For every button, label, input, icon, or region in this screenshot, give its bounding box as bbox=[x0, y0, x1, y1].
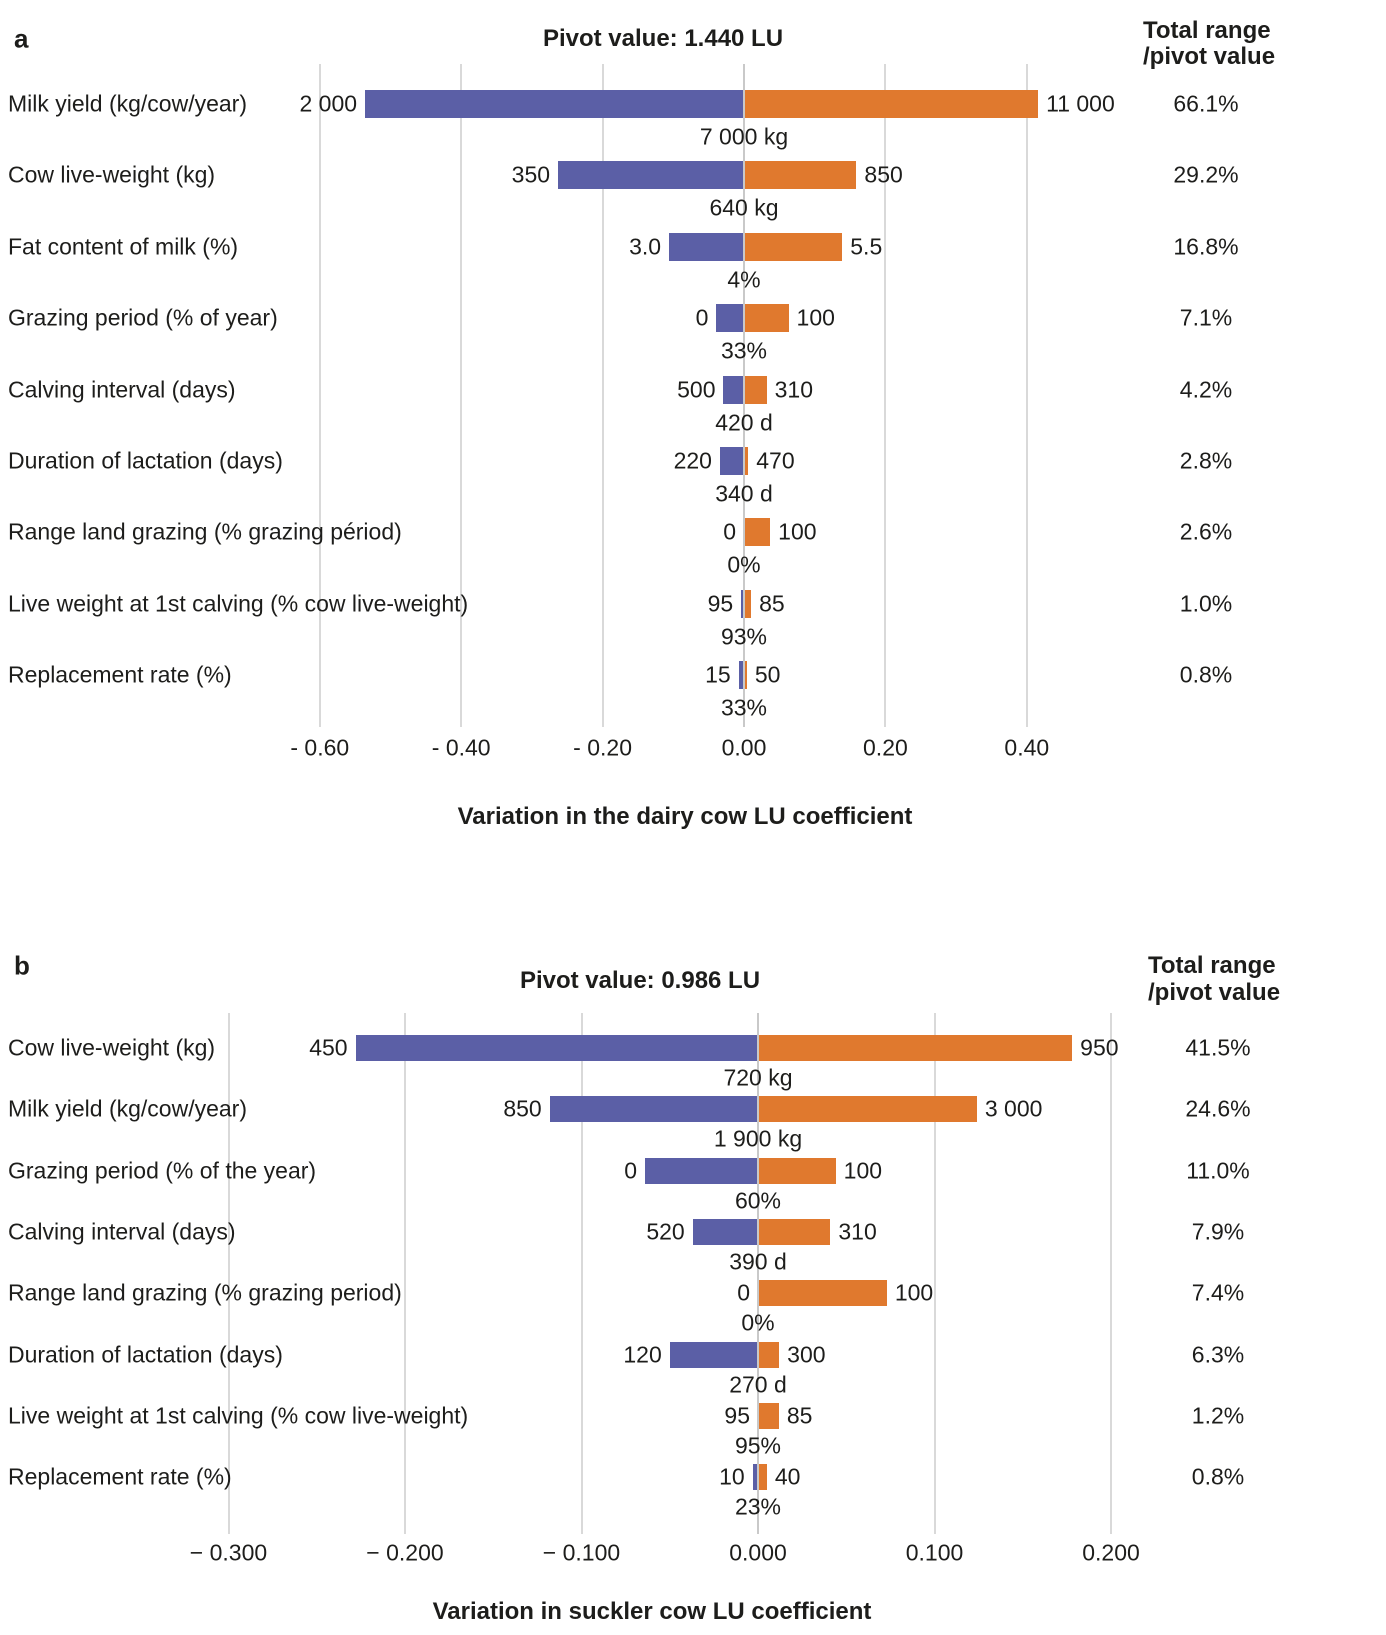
bar-positive bbox=[745, 304, 789, 332]
bar-negative bbox=[739, 661, 743, 689]
bar-low-label: 0 bbox=[737, 1279, 750, 1306]
row-label: Calving interval (days) bbox=[8, 376, 236, 403]
x-tick-label: - 0.60 bbox=[290, 734, 350, 761]
x-tick-label: 0.200 bbox=[1082, 1539, 1140, 1566]
bar-high-label: 100 bbox=[843, 1157, 883, 1184]
pivot-value-label: 720 kg bbox=[723, 1064, 793, 1091]
x-axis-label: Variation in the dairy cow LU coefficient bbox=[457, 803, 913, 830]
total-range-header-line2: /pivot value bbox=[1143, 43, 1276, 70]
pivot-value-label: 95% bbox=[734, 1432, 782, 1459]
bar-positive bbox=[745, 90, 1038, 118]
bar-high-label: 85 bbox=[786, 1402, 813, 1429]
total-range-header-line1: Total range bbox=[1143, 17, 1271, 44]
bar-high-label: 300 bbox=[787, 1341, 826, 1367]
row-label: Fat content of milk (%) bbox=[8, 233, 239, 260]
row-label: Cow live-weight (kg) bbox=[8, 1034, 216, 1061]
pivot-value-label: 270 d bbox=[729, 1371, 787, 1397]
pivot-value-label: 1 900 kg bbox=[713, 1125, 803, 1152]
pivot-value-label: 33% bbox=[720, 337, 768, 364]
row-label: Grazing period (% of year) bbox=[8, 304, 278, 331]
bar-positive bbox=[745, 590, 751, 618]
bar-high-label: 950 bbox=[1080, 1034, 1119, 1061]
row-label: Live weight at 1st calving (% cow live-weight) bbox=[8, 1402, 469, 1429]
bar-low-label: 0 bbox=[624, 1157, 638, 1184]
bar-negative bbox=[723, 376, 743, 404]
bar-positive bbox=[759, 1464, 767, 1490]
percent-value: 7.9% bbox=[1191, 1218, 1245, 1245]
percent-value: 24.6% bbox=[1185, 1095, 1251, 1122]
bar-low-label: 220 bbox=[673, 447, 712, 474]
bar-low-label: 520 bbox=[646, 1218, 685, 1245]
bar-positive bbox=[759, 1219, 830, 1245]
pivot-value-label: 420 d bbox=[715, 409, 773, 436]
pivot-value-label: 60% bbox=[734, 1187, 782, 1214]
percent-value: 66.1% bbox=[1173, 90, 1239, 117]
bar-positive bbox=[759, 1158, 836, 1184]
bar-negative bbox=[669, 233, 743, 261]
bar-high-label: 85 bbox=[759, 590, 785, 617]
bar-positive bbox=[759, 1096, 977, 1122]
bar-high-label: 850 bbox=[864, 161, 903, 188]
percent-value: 6.3% bbox=[1191, 1341, 1245, 1367]
bar-low-label: 3.0 bbox=[629, 233, 662, 260]
bar-positive bbox=[759, 1035, 1072, 1061]
row-label: Duration of lactation (days) bbox=[8, 1341, 283, 1367]
bar-low-label: 120 bbox=[623, 1341, 662, 1367]
bar-high-label: 50 bbox=[754, 661, 781, 688]
bar-negative bbox=[720, 447, 743, 475]
bar-negative bbox=[741, 590, 743, 618]
row-label: Cow live-weight (kg) bbox=[8, 161, 216, 188]
bar-high-label: 100 bbox=[894, 1279, 934, 1306]
percent-value: 7.1% bbox=[1179, 304, 1233, 331]
row-label: Range land grazing (% grazing period) bbox=[8, 1279, 402, 1306]
bar-low-label: 850 bbox=[503, 1095, 542, 1122]
pivot-value-label: 7 000 kg bbox=[699, 123, 789, 150]
row-label: Duration of lactation (days) bbox=[8, 447, 283, 474]
pivot-value-label: 4% bbox=[727, 266, 761, 293]
x-axis-label: Variation in suckler cow LU coefficient bbox=[432, 1598, 872, 1625]
bar-negative bbox=[645, 1158, 757, 1184]
percent-value: 41.5% bbox=[1185, 1034, 1251, 1061]
gridline bbox=[228, 1013, 230, 1534]
bar-low-label: 95 bbox=[707, 590, 734, 617]
bar-negative bbox=[716, 304, 743, 332]
percent-value: 29.2% bbox=[1173, 161, 1239, 188]
x-tick-label: - 0.40 bbox=[431, 734, 491, 761]
row-label: Grazing period (% of the year) bbox=[8, 1157, 317, 1184]
total-range-header-line2: /pivot value bbox=[1148, 979, 1281, 1006]
percent-value: 0.8% bbox=[1191, 1463, 1245, 1490]
panel-letter: a bbox=[14, 23, 29, 54]
percent-value: 1.0% bbox=[1179, 590, 1233, 617]
row-label: Range land grazing (% grazing périod) bbox=[8, 518, 402, 545]
bar-positive bbox=[745, 518, 770, 546]
panel-letter: b bbox=[14, 950, 30, 981]
bar-high-label: 100 bbox=[796, 304, 835, 331]
bar-high-label: 5.5 bbox=[850, 233, 883, 260]
bar-low-label: 2 000 bbox=[299, 90, 358, 117]
gridline bbox=[581, 1013, 583, 1534]
percent-value: 11.0% bbox=[1186, 1157, 1250, 1184]
bar-low-label: 10 bbox=[719, 1463, 745, 1490]
x-tick-label: 0.20 bbox=[863, 734, 908, 761]
bar-high-label: 470 bbox=[756, 447, 795, 474]
row-label: Milk yield (kg/cow/year) bbox=[8, 1095, 247, 1122]
row-label: Replacement rate (%) bbox=[8, 1463, 232, 1490]
gridline bbox=[934, 1013, 936, 1534]
bar-negative bbox=[365, 90, 743, 118]
x-tick-label: 0.00 bbox=[721, 734, 767, 761]
percent-value: 1.2% bbox=[1191, 1402, 1245, 1429]
bar-positive bbox=[745, 161, 856, 189]
bar-low-label: 350 bbox=[511, 161, 551, 188]
gridline bbox=[1110, 1013, 1112, 1534]
gridline bbox=[404, 1013, 406, 1534]
x-tick-label: − 0.100 bbox=[542, 1539, 621, 1566]
bar-negative bbox=[356, 1035, 757, 1061]
pivot-value-label: 390 d bbox=[729, 1248, 787, 1275]
pivot-value-label: 340 d bbox=[715, 480, 773, 507]
bar-high-label: 11 000 bbox=[1046, 90, 1115, 117]
bar-positive bbox=[745, 376, 767, 404]
x-tick-label: - 0.20 bbox=[573, 734, 633, 761]
bar-low-label: 500 bbox=[677, 376, 716, 403]
bar-negative bbox=[693, 1219, 757, 1245]
pivot-value-label: 23% bbox=[734, 1493, 782, 1520]
x-tick-label: 0.000 bbox=[729, 1539, 787, 1566]
bar-positive bbox=[759, 1342, 779, 1368]
panel-title: Pivot value: 1.440 LU bbox=[542, 25, 784, 52]
bar-low-label: 95 bbox=[724, 1402, 750, 1429]
percent-value: 4.2% bbox=[1179, 376, 1233, 403]
pivot-value-label: 93% bbox=[720, 623, 768, 650]
percent-value: 0.8% bbox=[1179, 661, 1233, 688]
percent-value: 16.8% bbox=[1173, 233, 1239, 260]
row-label: Milk yield (kg/cow/year) bbox=[8, 90, 247, 117]
pivot-value-label: 640 kg bbox=[709, 194, 779, 221]
bar-negative bbox=[753, 1464, 757, 1490]
pivot-value-label: 33% bbox=[720, 694, 768, 721]
x-tick-label: 0.40 bbox=[1004, 734, 1050, 761]
x-tick-label: 0.100 bbox=[905, 1539, 964, 1566]
bar-negative bbox=[550, 1096, 757, 1122]
pivot-value-label: 0% bbox=[727, 551, 761, 578]
bar-high-label: 310 bbox=[774, 376, 813, 403]
bar-high-label: 100 bbox=[778, 518, 817, 545]
row-label: Calving interval (days) bbox=[8, 1218, 236, 1245]
bar-positive bbox=[745, 661, 747, 689]
x-tick-label: − 0.200 bbox=[366, 1539, 444, 1566]
x-tick-label: − 0.300 bbox=[189, 1539, 268, 1566]
total-range-header-line1: Total range bbox=[1148, 952, 1276, 979]
bar-positive bbox=[759, 1280, 887, 1306]
row-label: Live weight at 1st calving (% cow live-weight) bbox=[8, 590, 469, 617]
bar-negative bbox=[670, 1342, 757, 1368]
bar-low-label: 15 bbox=[705, 661, 731, 688]
bar-high-label: 310 bbox=[838, 1218, 877, 1245]
bar-high-label: 3 000 bbox=[984, 1095, 1043, 1122]
bar-positive bbox=[745, 447, 748, 475]
pivot-value-label: 0% bbox=[741, 1309, 775, 1336]
bar-positive bbox=[745, 233, 842, 261]
percent-value: 7.4% bbox=[1191, 1279, 1245, 1306]
row-label: Replacement rate (%) bbox=[8, 661, 232, 688]
bar-low-label: 450 bbox=[309, 1034, 348, 1061]
gridline bbox=[319, 64, 321, 727]
percent-value: 2.8% bbox=[1179, 447, 1233, 474]
bar-low-label: 0 bbox=[723, 518, 736, 545]
percent-value: 2.6% bbox=[1179, 518, 1233, 545]
panel-title: Pivot value: 0.986 LU bbox=[519, 967, 761, 994]
bar-positive bbox=[759, 1403, 779, 1429]
bar-negative bbox=[558, 161, 743, 189]
bar-low-label: 0 bbox=[695, 304, 709, 331]
gridline bbox=[1026, 64, 1028, 727]
bar-high-label: 40 bbox=[774, 1463, 801, 1490]
